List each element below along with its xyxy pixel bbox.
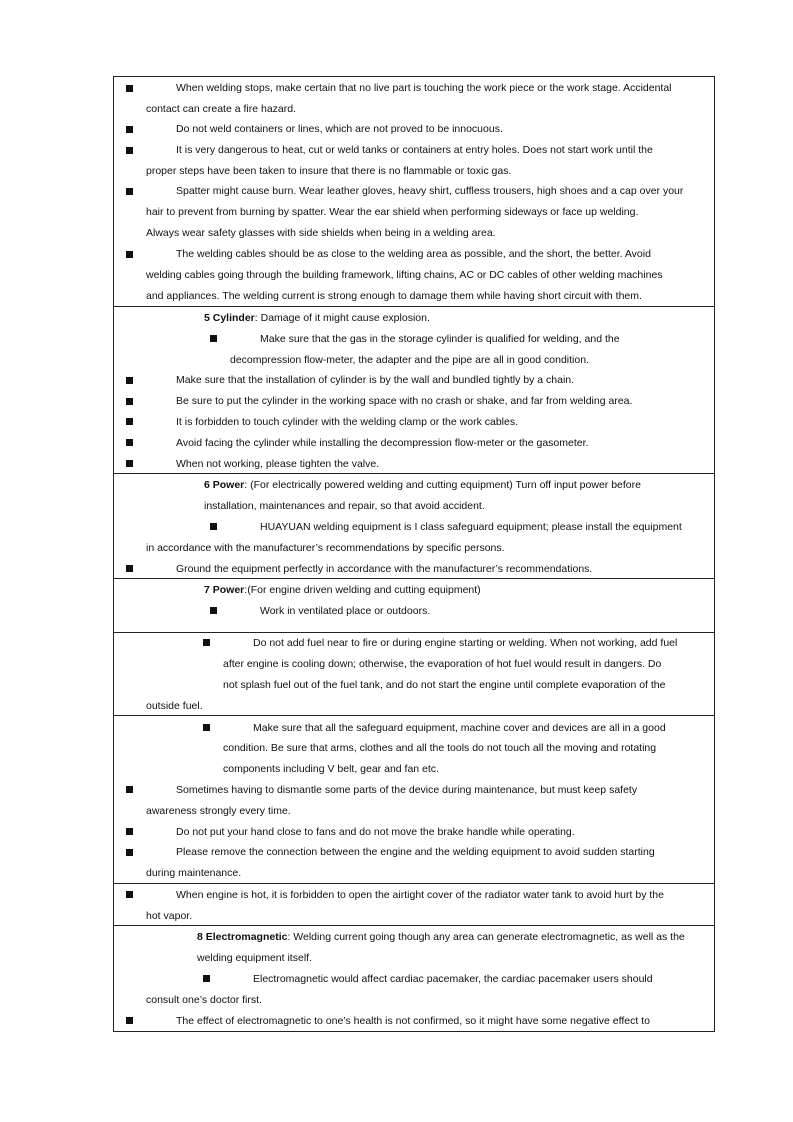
text-line: during maintenance. (146, 867, 242, 879)
heading-bold: 8 Electromagnetic (197, 931, 288, 943)
row-divider (113, 578, 715, 579)
text-line: Sometimes having to dismantle some parts of the device during maintenance, but must keep safety (176, 784, 638, 796)
bullet-square-icon (126, 1017, 133, 1024)
text-line: Spatter might cause burn. Wear leather gloves, heavy shirt, cuffless trousers, high shoes and a cap over your (176, 185, 684, 197)
bullet-square-icon (126, 147, 133, 154)
text-line: welding equipment itself. (197, 952, 312, 964)
text-line: Do not weld containers or lines, which are not proved to be innocuous. (176, 123, 503, 135)
text-line: hot vapor. (146, 910, 193, 922)
heading-rest: : (For electrically powered welding and cutting equipment) Turn off input power before (244, 479, 641, 491)
text-line: after engine is cooling down; otherwise, the evaporation of hot fuel would result in dangers. Do (223, 658, 662, 670)
text-line: When welding stops, make certain that no live part is touching the work piece or the work stage. Accidental (176, 82, 672, 94)
bullet-square-icon (126, 418, 133, 425)
text-line: Electromagnetic would affect cardiac pacemaker, the cardiac pacemaker users should (253, 973, 653, 985)
text-line: awareness strongly every time. (146, 805, 291, 817)
text-line: HUAYUAN welding equipment is I class safeguard equipment; please install the equipment (260, 521, 682, 533)
text-line: The effect of electromagnetic to one’s health is not confirmed, so it might have some negative effect to (176, 1015, 650, 1027)
bullet-square-icon (210, 607, 217, 614)
row-divider (113, 473, 715, 474)
text-line: Be sure to put the cylinder in the working space with no crash or shake, and far from welding area. (176, 395, 633, 407)
bullet-square-icon (203, 975, 210, 982)
bullet-square-icon (126, 377, 133, 384)
text-line: When engine is hot, it is forbidden to open the airtight cover of the radiator water tank to avoid hurt by the (176, 889, 664, 901)
heading-bold: 5 Cylinder (204, 312, 255, 324)
bullet-square-icon (210, 523, 217, 530)
bullet-square-icon (126, 828, 133, 835)
section-heading (197, 930, 685, 944)
bullet-square-icon (126, 565, 133, 572)
text-line: When not working, please tighten the valve. (176, 458, 380, 470)
row-divider (113, 306, 715, 307)
text-line: Make sure that all the safeguard equipment, machine cover and devices are all in a good (253, 722, 666, 734)
text-line: in accordance with the manufacturer’s recommendations by specific persons. (146, 542, 505, 554)
text-line: Do not add fuel near to fire or during engine starting or welding. When not working, add fuel (253, 637, 678, 649)
text-line: Do not put your hand close to fans and do not move the brake handle while operating. (176, 826, 575, 838)
section-heading (204, 478, 641, 492)
row-divider (113, 883, 715, 884)
bullet-square-icon (126, 126, 133, 133)
text-line: Work in ventilated place or outdoors. (260, 605, 431, 617)
text-line: Avoid facing the cylinder while installing the decompression flow-meter or the gasometer. (176, 437, 589, 449)
text-line: decompression flow-meter, the adapter and the pipe are all in good condition. (230, 354, 589, 366)
bullet-square-icon (126, 188, 133, 195)
row-divider (113, 925, 715, 926)
text-line: condition. Be sure that arms, clothes and all the tools do not touch all the moving and rotating (223, 742, 657, 754)
text-line: The welding cables should be as close to the welding area as possible, and the short, the better. Avoid (176, 248, 651, 260)
text-line: hair to prevent from burning by spatter. Wear the ear shield when performing sideways or face up welding. (146, 206, 639, 218)
text-line: It is forbidden to touch cylinder with the welding clamp or the work cables. (176, 416, 519, 428)
bullet-square-icon (126, 786, 133, 793)
bullet-square-icon (126, 849, 133, 856)
text-line: It is very dangerous to heat, cut or weld tanks or containers at entry holes. Does not start work until the (176, 144, 653, 156)
section-heading (204, 311, 430, 325)
text-line: Make sure that the gas in the storage cylinder is qualified for welding, and the (260, 333, 620, 345)
text-line: proper steps have been taken to insure that there is no flammable or toxic gas. (146, 165, 512, 177)
bullet-square-icon (210, 335, 217, 342)
text-line: Make sure that the installation of cylinder is by the wall and bundled tightly by a chain. (176, 374, 575, 386)
text-line: and appliances. The welding current is strong enough to damage them while having short circuit with them. (146, 290, 642, 302)
row-divider (113, 632, 715, 633)
heading-bold: 6 Power (204, 479, 245, 491)
heading-rest: :(For engine driven welding and cutting equipment) (244, 584, 481, 596)
text-line: Always wear safety glasses with side shields when being in a welding area. (146, 227, 496, 239)
heading-bold: 7 Power (204, 584, 245, 596)
bullet-square-icon (126, 439, 133, 446)
bullet-square-icon (126, 85, 133, 92)
bullet-square-icon (203, 724, 210, 731)
text-line: Ground the equipment perfectly in accordance with the manufacturer’s recommendations. (176, 563, 593, 575)
text-line: components including V belt, gear and fan etc. (223, 763, 439, 775)
text-line: installation, maintenances and repair, so that avoid accident. (204, 500, 485, 512)
row-divider (113, 715, 715, 716)
bullet-square-icon (203, 639, 210, 646)
bullet-square-icon (126, 460, 133, 467)
bullet-square-icon (126, 251, 133, 258)
text-line: outside fuel. (146, 700, 203, 712)
bullet-square-icon (126, 398, 133, 405)
text-line: consult one’s doctor first. (146, 994, 262, 1006)
bullet-square-icon (126, 891, 133, 898)
heading-rest: : Welding current going though any area can generate electromagnetic, as well as the (287, 931, 685, 943)
section-heading (204, 583, 481, 597)
text-line: not splash fuel out of the fuel tank, and do not start the engine until complete evaporation of the (223, 679, 666, 691)
heading-rest: : Damage of it might cause explosion. (254, 312, 430, 324)
text-line: welding cables going through the building framework, lifting chains, AC or DC cables of other welding machines (146, 269, 663, 281)
text-line: contact can create a fire hazard. (146, 103, 296, 115)
text-line: Please remove the connection between the engine and the welding equipment to avoid sudden starting (176, 846, 655, 858)
